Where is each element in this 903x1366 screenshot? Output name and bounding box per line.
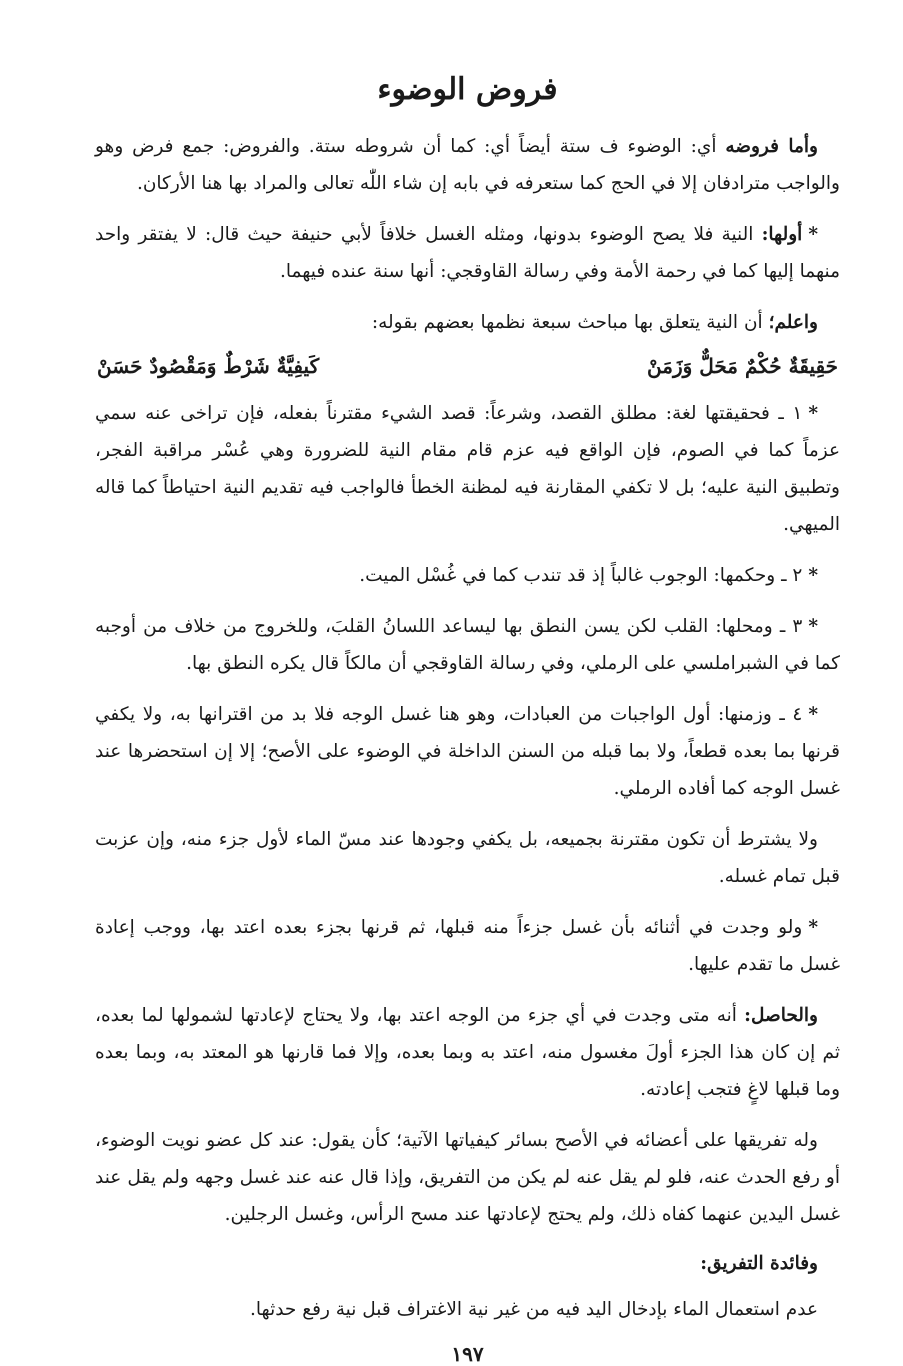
document-page: [95, 60, 840, 1366]
paragraph-hasil: [95, 997, 840, 1108]
paragraph-athnaih: [95, 909, 840, 983]
paragraph-text: عدم استعمال الماء بإدخال اليد فيه من غير نية الاغتراف قبل نية رفع حدثها.: [250, 1299, 818, 1320]
paragraph-text: النية فلا يصح الوضوء بدونها، ومثله الغسل خلافاً لأبي حنيفة حيث قال: لا يفتقر واحد منهما إليها كما في رحمة الأمة وفي رسالة القاوقجي: أنها سنة عنده فيهما.: [95, 224, 840, 282]
star-marker: *: [808, 917, 818, 938]
star-marker: *: [808, 616, 818, 637]
section-subheading: وفائدة التفريق:: [700, 1253, 818, 1274]
paragraph-zaman: [95, 696, 840, 807]
paragraph-mahall: [95, 608, 840, 682]
poem-hemistich-first: حَقِيقَةٌ حُكْمٌ مَحَلٌّ وَزَمَنْ: [647, 354, 838, 378]
paragraph-text: ولا يشترط أن تكون مقترنة بجميعه، بل يكفي وجودها عند مسّ الماء لأول جزء منه، وإن عزبت قبل تمام غسله.: [95, 829, 840, 887]
paragraph-ishtirat: [95, 821, 840, 895]
paragraph-faida: [95, 1291, 840, 1328]
star-marker: *: [808, 224, 818, 245]
paragraph-lead: وأما فروضه: [725, 136, 818, 157]
poem-hemistich-second: كَيفِيَّةٌ شَرْطٌ وَمَقْصُودٌ حَسَنْ: [97, 354, 320, 378]
paragraph-text: أي: الوضوء ف ستة أيضاً أي: كما أن شروطه ستة. والفروض: جمع فرض وهو والواجب مترادفان إلا في الحج كما ستعرفه في بابه إن شاء اللّٰه تعالى والمراد بها هنا الأركان.: [95, 136, 840, 194]
poem-verse: [95, 349, 840, 383]
star-marker: *: [808, 403, 818, 424]
star-marker: *: [808, 704, 818, 725]
paragraph-text: أنه متى وجدت في أي جزء من الوجه اعتد بها، ولا يحتاج لإعادتها لشمولها لما بعده، ثم إن كان هذا الجزء أولَ مغسول منه، اعتد به وبما بعده، وإلا فما قارنها هو المعتد به، وبما بعده وما قبلها لاغٍ فتجب إعادته.: [95, 1005, 840, 1100]
paragraph-text: ولو وجدت في أثنائه بأن غسل جزءاً منه قبلها، ثم قرنها بجزء بعده اعتد بها، ووجب إعادة غسل ما تقدم عليها.: [95, 917, 840, 975]
paragraph-furud: [95, 128, 840, 202]
paragraph-tafriq: [95, 1122, 840, 1233]
paragraph-text: ١ ـ فحقيقتها لغة: مطلق القصد، وشرعاً: قصد الشيء مقترناً بفعله، فإن تراخى عنه سمي عزماً كما في الصوم، فإن الواقع فيه عزم قام مقام النية للضرورة وهي عُسْر مراقبة الفجر، وتطبيق النية عليه؛ بل لا تكفي المقارنة فيه لمظنة الخطأ فالواجب فيه تقديم النية احتياطاً كما قاله الميهي.: [95, 403, 840, 535]
page-title: فروض الوضوء: [377, 72, 558, 107]
star-marker: *: [808, 565, 818, 586]
paragraph-hukm: [95, 557, 840, 594]
paragraph-text: ٤ ـ وزمنها: أول الواجبات من العبادات، وهو هنا غسل الوجه فلا بد من اقترانها به، ولا يكفي قرنها بما بعده قطعاً، ولا بما قبله من السنن الداخلة في الوضوء على الأصح؛ إلا إن استحضرها عند غسل الوجه كما أفاده الرملي.: [95, 704, 840, 799]
paragraph-iʿlam: [95, 304, 840, 341]
paragraph-lead: والحاصل:: [744, 1005, 818, 1026]
paragraph-text: ٣ ـ ومحلها: القلب لكن يسن النطق بها ليساعد اللسانُ القلبَ، وللخروج من خلاف من أوجبه كما في الشبراملسي على الرملي، وفي رسالة القاوقجي أن مالكاً قال يكره النطق بها.: [95, 616, 840, 674]
paragraph-lead: واعلم؛: [768, 312, 818, 333]
page-number: ١٩٧: [451, 1342, 484, 1366]
paragraph-text: ٢ ـ وحكمها: الوجوب غالباً إذ قد تندب كما في غُسْل الميت.: [359, 565, 803, 586]
paragraph-text: أن النية يتعلق بها مباحث سبعة نظمها بعضهم بقوله:: [371, 312, 769, 333]
paragraph-haqiqa: [95, 395, 840, 543]
paragraph-lead: أولها:: [761, 224, 803, 245]
paragraph-niyya: [95, 216, 840, 290]
paragraph-text: وله تفريقها على أعضائه في الأصح بسائر كيفياتها الآتية؛ كأن يقول: عند كل عضو نويت الوضوء، أو رفع الحدث عنه، فلو لم يقل عنه لم يكن من التفريق، وإذا قال عنه عند غسل وجهه ولم يقل عند غسل اليدين عنهما كفاه ذلك، ولم يحتج لإعادتها عند مسح الرأس، وغسل الرجلين.: [95, 1130, 840, 1225]
